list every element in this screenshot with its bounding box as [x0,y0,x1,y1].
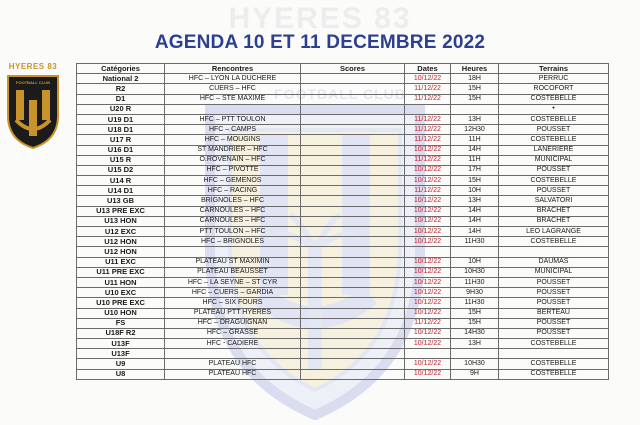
score-cell [301,227,405,237]
category-cell: FS [77,318,165,328]
score-cell [301,114,405,124]
category-cell: R2 [77,84,165,94]
category-cell: U9 [77,359,165,369]
date-cell: 10/12/22 [405,145,451,155]
venue-cell: COSTEBELLE [499,176,609,186]
match-cell: HFC – MOUGINS [165,135,301,145]
table-row [77,257,609,267]
table-row [77,308,609,318]
date-cell: 10/12/22 [405,369,451,379]
score-cell [301,186,405,196]
category-cell: U10 HON [77,308,165,318]
category-cell: U11 HON [77,277,165,287]
table-row [77,165,609,175]
category-cell: U15 D2 [77,165,165,175]
match-cell: HFC – SIX FOURS [165,298,301,308]
venue-cell: DAUMAS [499,257,609,267]
time-cell: 12H30 [451,125,499,135]
category-cell: U13F [77,339,165,349]
table-row [77,349,609,359]
score-cell [301,84,405,94]
table-row [77,227,609,237]
category-cell: D1 [77,94,165,104]
match-cell [165,104,301,114]
date-cell: 10/12/22 [405,308,451,318]
table-row [77,155,609,165]
category-cell: U12 HON [77,247,165,257]
table-row [77,359,609,369]
match-cell: PLATEAU BEAUSSET [165,267,301,277]
match-cell: PTT TOULON – HFC [165,227,301,237]
category-cell: U14 D1 [77,186,165,196]
table-row [77,84,609,94]
date-cell: 10/12/22 [405,206,451,216]
watermark-top-text: HYERES 83 [228,2,412,35]
score-cell [301,247,405,257]
date-cell: 10/12/22 [405,196,451,206]
match-cell: HFC – CAMPS [165,125,301,135]
match-cell: HFC – STE MAXIME [165,94,301,104]
match-cell: CARNOULES – HFC [165,216,301,226]
match-cell: PLATEAU ST MAXIMIN [165,257,301,267]
score-cell [301,74,405,84]
header-heures: Heures [451,64,499,74]
venue-cell: POUSSET [499,298,609,308]
venue-cell: LANERIERE [499,145,609,155]
date-cell: 11/12/22 [405,186,451,196]
date-cell: 10/12/22 [405,227,451,237]
score-cell [301,104,405,114]
score-cell [301,165,405,175]
time-cell: 10H30 [451,267,499,277]
header-dates: Dates [405,64,451,74]
venue-cell: COSTEBELLE [499,339,609,349]
table-row [77,206,609,216]
date-cell: 11/12/22 [405,135,451,145]
time-cell: 10H30 [451,359,499,369]
score-cell [301,155,405,165]
category-cell: U14 R [77,176,165,186]
time-cell: 14H [451,216,499,226]
table-row [77,237,609,247]
time-cell: 14H30 [451,328,499,338]
match-cell: HFC – GRASSE [165,328,301,338]
score-cell [301,339,405,349]
date-cell: 10/12/22 [405,74,451,84]
table-row [77,74,609,84]
venue-cell: POUSSET [499,165,609,175]
category-cell: U15 R [77,155,165,165]
date-cell: 10/12/22 [405,277,451,287]
score-cell [301,369,405,379]
time-cell: 15H [451,84,499,94]
time-cell [451,349,499,359]
match-cell: PLATEAU HFC [165,369,301,379]
date-cell [405,349,451,359]
score-cell [301,237,405,247]
header-scores: Scores [301,64,405,74]
category-cell: U19 D1 [77,114,165,124]
venue-cell [499,247,609,257]
table-row [77,328,609,338]
time-cell: 13H [451,339,499,349]
score-cell [301,267,405,277]
score-cell [301,277,405,287]
score-cell [301,308,405,318]
score-cell [301,359,405,369]
match-cell [165,349,301,359]
venue-cell: ROCOFORT [499,84,609,94]
score-cell [301,94,405,104]
date-cell: 10/12/22 [405,216,451,226]
score-cell [301,145,405,155]
time-cell: 14H [451,206,499,216]
time-cell [451,247,499,257]
score-cell [301,206,405,216]
time-cell: 13H [451,196,499,206]
date-cell: 11/12/22 [405,125,451,135]
venue-cell: BRACHET [499,216,609,226]
category-cell: National 2 [77,74,165,84]
time-cell: 13H [451,114,499,124]
match-cell: PLATEAU HFC [165,359,301,369]
date-cell: 11/12/22 [405,318,451,328]
time-cell: 15H [451,94,499,104]
time-cell: 17H [451,165,499,175]
score-cell [301,196,405,206]
date-cell: 11/12/22 [405,94,451,104]
category-cell: U11 EXC [77,257,165,267]
match-cell: CUERS – HFC [165,84,301,94]
page-title: AGENDA 10 ET 11 DECEMBRE 2022 [154,32,486,53]
date-cell: 10/12/22 [405,339,451,349]
match-cell: HFC – RACING [165,186,301,196]
table-row [77,104,609,114]
category-cell: U13 HON [77,216,165,226]
category-cell: U18 D1 [77,125,165,135]
match-cell: HFC – DRAGUIGNAN [165,318,301,328]
score-cell [301,318,405,328]
venue-cell: MUNICIPAL [499,267,609,277]
venue-cell: MUNICIPAL [499,155,609,165]
time-cell: 10H [451,257,499,267]
venue-cell: COSTEBELLE [499,135,609,145]
venue-cell: COSTEBELLE [499,94,609,104]
category-cell: U12 EXC [77,227,165,237]
match-cell: HFC - CADIERE [165,339,301,349]
logo-inner-text: FOOTBALL CLUB [16,80,50,85]
venue-cell: COSTEBELLE [499,369,609,379]
agenda-table [76,63,609,380]
time-cell: 14H [451,227,499,237]
category-cell: U18F R2 [77,328,165,338]
category-cell: U13F [77,349,165,359]
date-cell: 10/12/22 [405,288,451,298]
table-row [77,176,609,186]
time-cell: 11H [451,155,499,165]
score-cell [301,288,405,298]
date-cell: 10/12/22 [405,257,451,267]
table-row [77,318,609,328]
table-row [77,196,609,206]
table-row [77,247,609,257]
table-row [77,339,609,349]
venue-cell: BRACHET [499,206,609,216]
time-cell: 11H30 [451,237,499,247]
venue-cell: • [499,104,609,114]
date-cell [405,247,451,257]
venue-cell: COSTEBELLE [499,359,609,369]
match-cell: CARNOULES – HFC [165,206,301,216]
match-cell: HFC – LYON LA DUCHERE [165,74,301,84]
table-row [77,298,609,308]
date-cell: 10/12/22 [405,237,451,247]
time-cell: 9H [451,369,499,379]
date-cell [405,104,451,114]
venue-cell: POUSSET [499,318,609,328]
time-cell [451,104,499,114]
table-row [77,277,609,287]
time-cell: 9H30 [451,288,499,298]
header-categories: Catégories [77,64,165,74]
venue-cell: POUSSET [499,125,609,135]
match-cell: BRIGNOLES – HFC [165,196,301,206]
venue-cell [499,349,609,359]
time-cell: 15H [451,318,499,328]
time-cell: 11H30 [451,277,499,287]
date-cell: 10/12/22 [405,267,451,277]
header-rencontres: Rencontres [165,64,301,74]
time-cell: 14H [451,145,499,155]
table-row [77,216,609,226]
venue-cell: POUSSET [499,328,609,338]
score-cell [301,298,405,308]
venue-cell: POUSSET [499,186,609,196]
score-cell [301,135,405,145]
logo-top-text: HYERES 83 [8,62,58,71]
category-cell: U10 PRE EXC [77,298,165,308]
match-cell: HFC – PIVOTTE [165,165,301,175]
match-cell: PLATEAU PTT HYERES [165,308,301,318]
score-cell [301,349,405,359]
score-cell [301,257,405,267]
table-row [77,288,609,298]
time-cell: 18H [451,74,499,84]
date-cell: 10/12/22 [405,176,451,186]
category-cell: U13 GB [77,196,165,206]
table-header-row [77,64,609,74]
match-cell: HFC – LA SEYNE – ST CYR [165,277,301,287]
category-cell: U10 EXC [77,288,165,298]
score-cell [301,328,405,338]
watermark-mid-text: FOOTBALL CLUB [274,86,406,102]
table-row [77,114,609,124]
date-cell: 11/12/22 [405,155,451,165]
match-cell: ST MANDRIER – HFC [165,145,301,155]
table-row [77,369,609,379]
category-cell: U12 HON [77,237,165,247]
table-row [77,94,609,104]
match-cell: O.ROVENAIN – HFC [165,155,301,165]
score-cell [301,176,405,186]
match-cell [165,247,301,257]
venue-cell: COSTEBELLE [499,237,609,247]
table-row [77,145,609,155]
table-row [77,125,609,135]
category-cell: U16 D1 [77,145,165,155]
table-row [77,186,609,196]
match-cell: HFC – PTT TOULON [165,114,301,124]
match-cell: HFC – CUERS – GARDIA [165,288,301,298]
date-cell: 10/12/22 [405,359,451,369]
score-cell [301,125,405,135]
time-cell: 15H [451,308,499,318]
score-cell [301,216,405,226]
table-row [77,267,609,277]
venue-cell: SALVATORI [499,196,609,206]
date-cell: 11/12/22 [405,114,451,124]
venue-cell: POUSSET [499,288,609,298]
venue-cell: POUSSET [499,277,609,287]
match-cell: HFC – GEMENOS [165,176,301,186]
header-terrains: Terrains [499,64,609,74]
category-cell: U8 [77,369,165,379]
venue-cell: BERTEAU [499,308,609,318]
date-cell: 11/12/22 [405,84,451,94]
venue-cell: LEO LAGRANGE [499,227,609,237]
venue-cell: COSTEBELLE [499,114,609,124]
date-cell: 10/12/22 [405,298,451,308]
venue-cell: PERRUC [499,74,609,84]
time-cell: 11H [451,135,499,145]
category-cell: U17 R [77,135,165,145]
category-cell: U20 R [77,104,165,114]
category-cell: U13 PRE EXC [77,206,165,216]
match-cell: HFC – BRIGNOLES [165,237,301,247]
table-row [77,135,609,145]
category-cell: U11 PRE EXC [77,267,165,277]
date-cell: 10/12/22 [405,328,451,338]
time-cell: 10H [451,186,499,196]
time-cell: 15H [451,176,499,186]
date-cell: 10/12/22 [405,165,451,175]
time-cell: 11H30 [451,298,499,308]
